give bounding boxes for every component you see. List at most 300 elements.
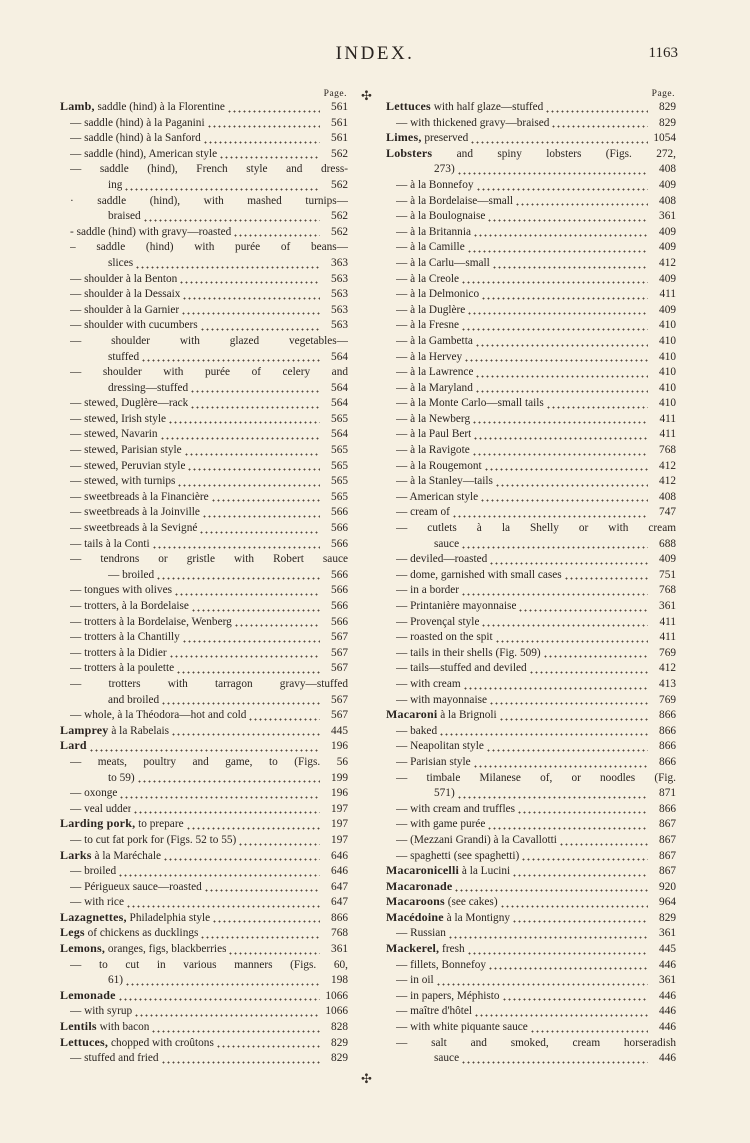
entry-label: — à la Maryland xyxy=(396,381,473,394)
leader-dots xyxy=(546,400,648,409)
entry-text xyxy=(396,272,459,288)
entry-heading: Macaroni xyxy=(386,707,438,722)
leader-dots xyxy=(190,400,320,409)
index-entry xyxy=(60,365,348,381)
entry-label: — with game purée xyxy=(396,818,486,831)
entry-label: sauce xyxy=(434,1052,460,1065)
page-ref: 361 xyxy=(659,927,676,940)
entry-text xyxy=(70,630,180,646)
page-ref: 446 xyxy=(659,1021,676,1034)
entry-list xyxy=(386,100,676,1067)
leader-dots xyxy=(461,540,648,549)
leader-dots xyxy=(216,1039,320,1048)
entry-label: — à la Paul Bert xyxy=(396,428,472,441)
entry-text xyxy=(70,880,202,896)
entry-label: — with thickened gravy—braised xyxy=(396,116,550,129)
page-ref: 1066 xyxy=(325,989,348,1002)
page-ref: 566 xyxy=(331,568,348,581)
entry-label: — stuffed and fried xyxy=(70,1052,159,1065)
entry-text xyxy=(386,707,497,724)
entry-label: with half glaze—stuffed xyxy=(430,101,544,113)
entry-label: — à la Gambetta xyxy=(396,334,473,347)
page-ref: 829 xyxy=(659,116,676,129)
leader-dots xyxy=(125,977,320,986)
index-entry xyxy=(386,1020,676,1036)
index-entry xyxy=(386,755,676,771)
entry-text xyxy=(396,396,544,412)
page-ref: 1054 xyxy=(653,132,676,145)
index-entry xyxy=(386,880,676,896)
leader-dots xyxy=(470,135,648,144)
index-entry xyxy=(60,490,348,506)
entry-text xyxy=(396,849,519,865)
page-ref: 361 xyxy=(331,943,348,956)
entry-text xyxy=(108,256,133,272)
leader-dots xyxy=(160,431,320,440)
index-entry xyxy=(386,365,676,381)
index-entry xyxy=(386,505,676,521)
index-entry xyxy=(60,568,348,584)
entry-label: à la Brignoli xyxy=(437,709,497,722)
index-entry xyxy=(386,287,676,303)
page-ref: 920 xyxy=(659,880,676,893)
page-ref: 688 xyxy=(659,537,676,550)
page-ref: 361 xyxy=(659,974,676,987)
leader-dots xyxy=(495,478,648,487)
index-entry xyxy=(386,490,676,506)
index-entry xyxy=(386,942,676,958)
page-ref: 409 xyxy=(659,272,676,285)
page-ref: 566 xyxy=(331,506,348,519)
leader-dots xyxy=(495,634,648,643)
index-entry xyxy=(386,474,676,490)
index-entry xyxy=(60,926,348,942)
index-entry xyxy=(386,724,676,740)
page-ref: 563 xyxy=(331,303,348,316)
index-entry xyxy=(386,427,676,443)
page-ref: 361 xyxy=(659,210,676,223)
entry-text xyxy=(434,537,459,553)
index-entry xyxy=(60,505,348,521)
page-ref: 646 xyxy=(331,865,348,878)
entry-text xyxy=(70,459,185,475)
leader-dots xyxy=(502,992,648,1001)
entry-text xyxy=(70,802,131,818)
entry-label: — cream of xyxy=(396,506,450,519)
entry-text xyxy=(396,771,676,787)
page-ref: 408 xyxy=(659,194,676,207)
index-entry xyxy=(386,817,676,833)
leader-dots xyxy=(200,322,320,331)
entry-text xyxy=(386,879,452,896)
leader-dots xyxy=(473,431,648,440)
entry-label: — shoulder with glazed vegetables— xyxy=(70,334,348,347)
entry-heading: Lentils xyxy=(60,1019,97,1034)
entry-label: — Neapolitan style xyxy=(396,740,484,753)
page-ref: 567 xyxy=(331,709,348,722)
entry-text xyxy=(434,786,455,802)
page-ref: 446 xyxy=(659,989,676,1002)
leader-dots xyxy=(143,213,320,222)
index-entry xyxy=(386,381,676,397)
entry-text xyxy=(396,287,479,303)
index-entry xyxy=(60,599,348,615)
page-ref: 563 xyxy=(331,319,348,332)
index-entry xyxy=(60,1020,348,1036)
index-entry xyxy=(60,412,348,428)
entry-text xyxy=(108,693,159,709)
entry-label: — sweetbreads à la Sevigné xyxy=(70,522,198,535)
index-entry xyxy=(60,630,348,646)
entry-label: — in a border xyxy=(396,584,460,597)
leader-dots xyxy=(448,930,648,939)
leader-dots xyxy=(212,914,320,923)
page-ref: 408 xyxy=(659,163,676,176)
entry-label: — trotters à la Chantilly xyxy=(70,631,180,644)
entry-label: of chickens as ducklings xyxy=(84,927,199,940)
index-entry xyxy=(60,817,348,833)
entry-text xyxy=(386,910,510,927)
page-ref: 411 xyxy=(659,615,676,628)
entry-text xyxy=(396,350,462,366)
entry-label: ing xyxy=(108,178,123,191)
entry-text xyxy=(396,724,437,740)
entry-label: — baked xyxy=(396,724,438,737)
page-ref: 768 xyxy=(659,444,676,457)
index-entry xyxy=(60,552,348,568)
index-entry xyxy=(386,178,676,194)
entry-text xyxy=(70,272,177,288)
page-ref: 564 xyxy=(331,381,348,394)
entry-label: — trotters à la Bordelaise, Wenberg xyxy=(70,615,232,628)
page-ref: 565 xyxy=(331,475,348,488)
entry-label: and broiled xyxy=(108,693,160,706)
page-ref: 411 xyxy=(659,288,676,301)
entry-label: — à la Lawrence xyxy=(396,366,474,379)
leader-dots xyxy=(481,291,648,300)
entry-text xyxy=(60,848,161,865)
entry-text xyxy=(70,474,175,490)
index-entry xyxy=(386,568,676,584)
page-title: INDEX. xyxy=(335,43,415,64)
entry-text xyxy=(60,1035,214,1052)
entry-text xyxy=(396,599,516,615)
leader-dots xyxy=(141,353,320,362)
leader-dots xyxy=(233,228,320,237)
leader-dots xyxy=(227,104,320,113)
page-ref: 199 xyxy=(331,771,348,784)
leader-dots xyxy=(545,104,648,113)
entry-label: — shoulder à la Benton xyxy=(70,272,178,285)
leader-dots xyxy=(161,1055,320,1064)
index-entry xyxy=(386,443,676,459)
leader-dots xyxy=(489,556,648,565)
entry-text xyxy=(396,412,470,428)
page-ref: 446 xyxy=(659,1005,676,1018)
entry-label: dressing—stuffed xyxy=(108,381,189,394)
entry-heading: Lemonade xyxy=(60,987,116,1002)
entry-text xyxy=(396,381,473,397)
index-entry xyxy=(386,552,676,568)
entry-label: à la Montigny xyxy=(443,911,511,924)
index-entry xyxy=(386,926,676,942)
leader-dots xyxy=(492,260,648,269)
page-ref: 567 xyxy=(331,646,348,659)
leader-dots xyxy=(530,1024,648,1033)
page-ref: 564 xyxy=(331,350,348,363)
page-ref: 409 xyxy=(659,241,676,254)
entry-label: — American style xyxy=(396,490,479,503)
entry-text xyxy=(108,381,188,397)
entry-text xyxy=(396,334,473,350)
entry-text xyxy=(108,209,141,225)
entry-text xyxy=(70,1051,159,1067)
leader-dots xyxy=(219,150,320,159)
page-ref: 1066 xyxy=(325,1005,348,1018)
entry-text xyxy=(70,334,348,350)
entry-label: — shoulder à la Dessaix xyxy=(70,288,181,301)
leader-dots xyxy=(177,478,320,487)
leader-dots xyxy=(200,930,320,939)
entry-label: — à la Stanley—tails xyxy=(396,475,493,488)
leader-dots xyxy=(487,213,648,222)
entry-label: — à la Fresne xyxy=(396,319,460,332)
page-ref: 563 xyxy=(331,288,348,301)
entry-text xyxy=(396,209,485,225)
index-entry xyxy=(386,147,676,163)
page-ref: 196 xyxy=(331,740,348,753)
entry-label: chopped with croûtons xyxy=(108,1036,214,1049)
leader-dots xyxy=(474,1008,648,1017)
entry-text xyxy=(70,365,348,381)
entry-text xyxy=(396,225,471,241)
page-ref: 769 xyxy=(659,646,676,659)
page-ref: 411 xyxy=(659,631,676,644)
entry-label: fresh xyxy=(439,943,465,956)
index-entry xyxy=(60,615,348,631)
leader-dots xyxy=(211,493,320,502)
entry-label: — in papers, Méphisto xyxy=(396,989,500,1002)
entry-label: oranges, figs, blackberries xyxy=(105,943,227,956)
entry-text xyxy=(70,786,117,802)
index-entry xyxy=(386,677,676,693)
leader-dots xyxy=(152,540,320,549)
index-entry xyxy=(386,615,676,631)
entry-text xyxy=(396,443,470,459)
index-entry xyxy=(386,958,676,974)
index-entry xyxy=(60,209,348,225)
entry-text xyxy=(396,677,461,693)
entry-text xyxy=(60,910,210,927)
entry-label: slices xyxy=(108,256,134,269)
page-ref: 647 xyxy=(331,896,348,909)
index-column-right xyxy=(386,88,676,1067)
page-ref: 866 xyxy=(659,755,676,768)
entry-text xyxy=(396,817,485,833)
entry-label: — tendrons or gristle with Robert sauce xyxy=(70,553,348,566)
leader-dots xyxy=(234,618,320,627)
entry-text xyxy=(70,443,182,459)
entry-text xyxy=(396,1020,528,1036)
leader-dots xyxy=(184,447,320,456)
entry-text xyxy=(396,802,515,818)
entry-label: — tongues with olives xyxy=(70,584,172,597)
page-ref: 567 xyxy=(331,662,348,675)
entry-text xyxy=(70,287,180,303)
leader-dots xyxy=(248,712,320,721)
index-entry xyxy=(386,693,676,709)
entry-label: — à la Monte Carlo—small tails xyxy=(396,397,544,410)
entry-heading: Limes, xyxy=(386,130,422,145)
index-entry xyxy=(60,802,348,818)
leader-dots xyxy=(169,649,320,658)
entry-text xyxy=(396,490,478,506)
entry-label: — à la Bonnefoy xyxy=(396,178,474,191)
entry-label: — saddle (hind) à la Paganini xyxy=(70,116,205,129)
entry-text xyxy=(386,99,543,116)
index-entry xyxy=(60,396,348,412)
page-ref: 409 xyxy=(659,178,676,191)
entry-label: — stewed, Irish style xyxy=(70,412,167,425)
entry-label: — stewed, Duglère—rack xyxy=(70,397,189,410)
entry-label: Philadelphia style xyxy=(126,911,211,924)
entry-text xyxy=(70,505,200,521)
entry-label: 61) xyxy=(108,974,124,987)
entry-text xyxy=(70,396,188,412)
index-entry xyxy=(60,583,348,599)
leader-dots xyxy=(518,603,648,612)
index-entry xyxy=(60,989,348,1005)
index-entry xyxy=(60,225,348,241)
index-entry xyxy=(386,833,676,849)
entry-label: — broiled xyxy=(70,865,117,878)
index-entry xyxy=(60,537,348,553)
entry-label: 273) xyxy=(434,163,455,176)
index-entry xyxy=(60,771,348,787)
index-entry xyxy=(386,849,676,865)
index-entry xyxy=(60,256,348,272)
entry-label: — à la Delmonico xyxy=(396,288,480,301)
page-ref: 646 xyxy=(331,849,348,862)
entry-label: — saddle (hind), French style and dress- xyxy=(70,163,348,176)
leader-dots xyxy=(551,119,648,128)
entry-text xyxy=(396,505,450,521)
page-ref: 769 xyxy=(659,693,676,706)
index-entry xyxy=(386,771,676,787)
entry-text xyxy=(396,474,493,490)
leader-dots xyxy=(472,447,648,456)
entry-text xyxy=(108,568,154,584)
page-ref: 408 xyxy=(659,490,676,503)
entry-text xyxy=(396,552,487,568)
index-entry xyxy=(386,396,676,412)
entry-text xyxy=(70,147,217,163)
entry-text xyxy=(70,240,348,256)
entry-text xyxy=(70,131,201,147)
page-ref: 197 xyxy=(331,802,348,815)
index-entry xyxy=(386,1051,676,1067)
entry-label: – saddle (hind) with purée of beans— xyxy=(70,241,348,254)
leader-dots xyxy=(467,946,648,955)
entry-heading: Macaroons xyxy=(386,894,445,909)
entry-text xyxy=(70,303,179,319)
entry-text xyxy=(70,646,167,662)
page-ref: 829 xyxy=(331,1052,348,1065)
index-entry xyxy=(60,162,348,178)
page-ref: 566 xyxy=(331,522,348,535)
page-ref: 197 xyxy=(331,818,348,831)
entry-text xyxy=(108,771,135,787)
leader-dots xyxy=(182,634,320,643)
entry-text xyxy=(70,318,198,334)
index-entry xyxy=(386,661,676,677)
leader-dots xyxy=(480,493,648,502)
leader-dots xyxy=(186,821,320,830)
entry-label: — maître d'hôtel xyxy=(396,1005,473,1018)
entry-label: to prepare xyxy=(135,818,184,831)
entry-label: — shoulder with cucumbers xyxy=(70,319,198,332)
entry-label: — Printanière mayonnaise xyxy=(396,600,517,612)
entry-text xyxy=(70,162,348,178)
page-ref: 413 xyxy=(659,677,676,690)
page-ref: 964 xyxy=(659,896,676,909)
index-entry xyxy=(60,880,348,896)
leader-dots xyxy=(489,696,648,705)
index-entry xyxy=(60,116,348,132)
index-entry xyxy=(386,162,676,178)
entry-label: — à la Ravigote xyxy=(396,444,470,457)
index-entry xyxy=(60,459,348,475)
leader-dots xyxy=(181,306,320,315)
entry-text xyxy=(386,130,468,147)
leader-dots xyxy=(187,462,320,471)
page-ref: 561 xyxy=(331,116,348,129)
entry-text xyxy=(60,1019,149,1036)
entry-text xyxy=(396,646,541,662)
page-ref: 565 xyxy=(331,444,348,457)
leader-dots xyxy=(481,618,648,627)
leader-dots xyxy=(454,883,648,892)
index-entry xyxy=(60,381,348,397)
entry-heading: Lettuces xyxy=(386,99,431,113)
index-entry xyxy=(386,459,676,475)
index-entry xyxy=(60,1051,348,1067)
entry-text xyxy=(70,225,231,241)
entry-label: — à la Rougemont xyxy=(396,459,482,472)
entry-label: — stewed, Navarin xyxy=(70,428,158,441)
page-ref: 565 xyxy=(331,459,348,472)
index-entry xyxy=(386,1036,676,1052)
entry-text xyxy=(396,568,562,584)
entry-label: — à la Bordelaise—small xyxy=(396,194,514,207)
leader-dots xyxy=(467,244,648,253)
entry-text xyxy=(70,1004,132,1020)
entry-text xyxy=(386,146,676,163)
index-entry xyxy=(60,427,348,443)
entry-label: — sweetbreads à la Financière xyxy=(70,490,209,503)
index-entry xyxy=(60,708,348,724)
page-ref: 412 xyxy=(659,256,676,269)
page-ref: 829 xyxy=(659,101,676,113)
index-entry xyxy=(386,131,676,147)
entry-label: — Russian xyxy=(396,927,446,940)
index-entry xyxy=(386,240,676,256)
entry-text xyxy=(434,1051,459,1067)
leader-dots xyxy=(472,415,648,424)
leader-dots xyxy=(475,384,648,393)
entry-label: — oxonge xyxy=(70,787,118,800)
entry-label: à la Rabelais xyxy=(108,724,170,737)
